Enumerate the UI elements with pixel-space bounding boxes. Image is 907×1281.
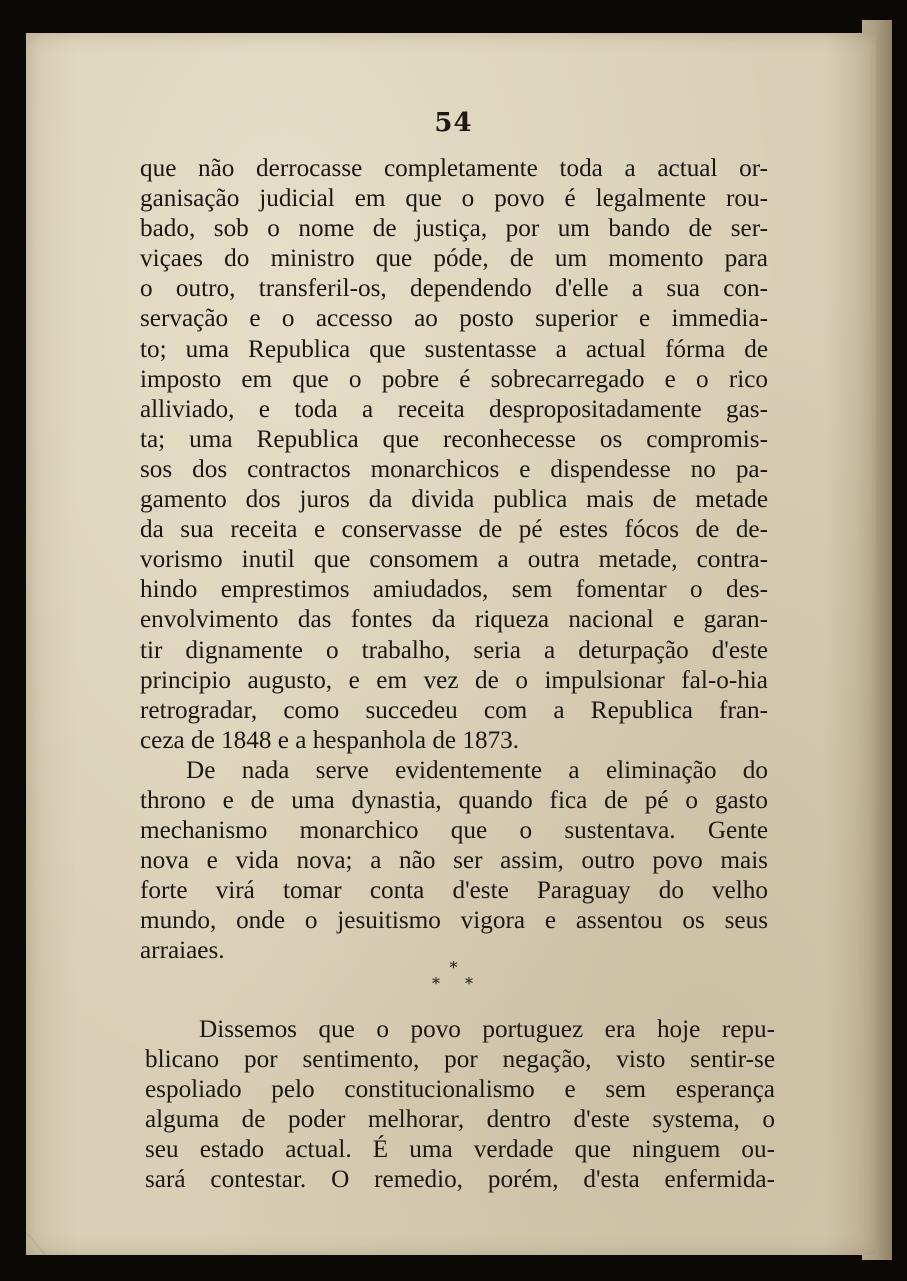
text-line: bado, sob o nome de justiça, por um bando de ser- <box>140 215 768 243</box>
text-line: tir dignamente o trabalho, seria a deturpação d'este <box>140 636 768 664</box>
text-line: arraiaes. <box>140 937 225 965</box>
text-line: sará contestar. O remedio, porém, d'esta enfermida- <box>145 1166 775 1194</box>
text-line: alliviado, e toda a receita despropositadamente gas- <box>140 395 768 423</box>
text-line: blicano por sentimento, por negação, visto sentir-se <box>145 1046 775 1074</box>
text-line: throno e de uma dynastia, quando fica de pé o gasto <box>140 786 768 814</box>
text-line: mechanismo monarchico que o sustentava. Gente <box>140 817 768 845</box>
text-line: retrogradar, como succedeu com a Republica fran- <box>140 696 768 724</box>
page-number: 54 <box>434 108 473 138</box>
text-line: principio augusto, e em vez de o impulsionar fal-o-hia <box>140 666 768 694</box>
text-line: nova e vida nova; a não ser assim, outro povo mais <box>140 847 768 875</box>
separator-asterisk-top: * <box>449 958 458 977</box>
text-line: ganisação judicial em que o povo é legalmente rou- <box>140 185 768 213</box>
text-line: o outro, transferil-os, dependendo d'elle a sua con- <box>140 275 768 303</box>
text-line: ta; uma Republica que reconhecesse os compromis- <box>140 425 768 453</box>
text-line: da sua receita e conservasse de pé estes fócos de de- <box>140 516 768 544</box>
text-line: servação e o accesso ao posto superior e immedia- <box>140 305 768 333</box>
text-line: envolvimento das fontes da riqueza nacional e garan- <box>140 606 768 634</box>
text-line: mundo, onde o jesuitismo vigora e assentou os seus <box>140 907 768 935</box>
text-line: alguma de poder melhorar, dentro d'este systema, o <box>145 1106 775 1134</box>
paragraph-continuation <box>140 154 768 967</box>
text-line: imposto em que o pobre é sobrecarregado e o rico <box>140 365 768 393</box>
section-separator <box>0 960 907 1000</box>
paragraph-start-line: De nada serve evidentemente a eliminação do <box>186 756 768 784</box>
text-line: seu estado actual. É uma verdade que ninguem ou- <box>145 1136 775 1164</box>
separator-asterisk-bottom: * * <box>431 974 484 993</box>
text-line: forte virá tomar conta d'este Paraguay do velho <box>140 877 768 905</box>
text-line: viçaes do ministro que póde, de um momento para <box>140 245 768 273</box>
text-line: gamento dos juros da divida publica mais de metade <box>140 486 768 514</box>
paragraph-start-line: Dissemos que o povo portuguez era hoje repu- <box>199 1016 775 1043</box>
text-line: que não derrocasse completamente toda a actual or- <box>140 155 768 182</box>
text-line: ceza de 1848 e a hespanhola de 1873. <box>140 726 520 754</box>
text-line: hindo emprestimos amiudados, sem fomentar o des- <box>140 576 768 604</box>
text-line: vorismo inutil que consomem a outra metade, contra- <box>140 546 768 574</box>
text-line: to; uma Republica que sustentasse a actual fórma de <box>140 335 768 363</box>
text-line: espoliado pelo constitucionalismo e sem esperança <box>145 1076 775 1104</box>
paragraph-new-section <box>145 1015 775 1196</box>
text-line: sos dos contractos monarchicos e dispendesse no pa- <box>140 455 768 483</box>
